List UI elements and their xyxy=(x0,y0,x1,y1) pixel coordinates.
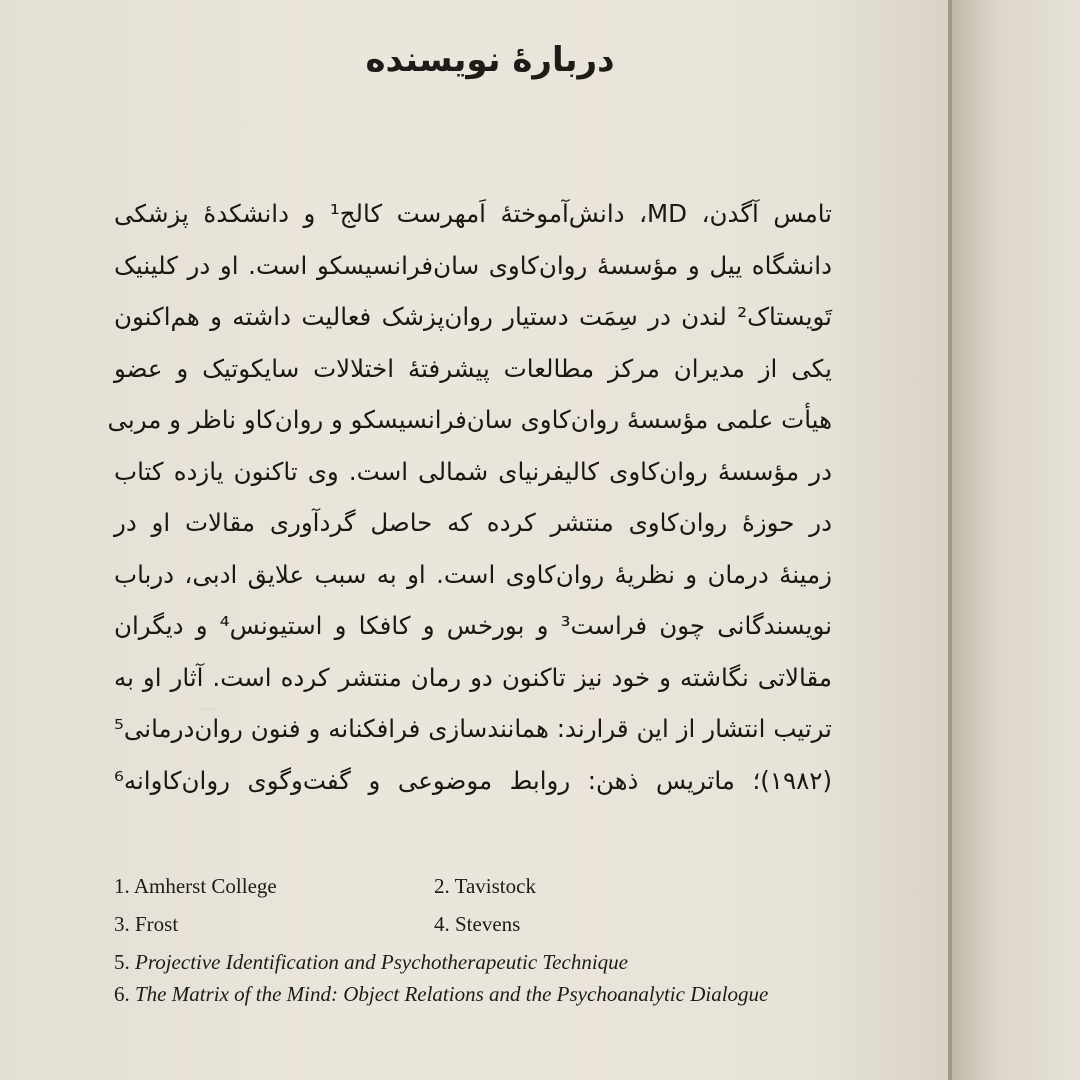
footnote-4: 4. Stevens xyxy=(434,912,521,936)
footnotes xyxy=(114,874,874,1014)
text-line: (۱۹۸۲)؛ ماتریس ذهن: روابط موضوعی و گفت‌وگوی روان‌کاوانه⁶ xyxy=(114,765,832,795)
text-line: مقالاتی نگاشته و خود نیز تاکنون دو رمان منتشر کرده است. آثار او به xyxy=(114,662,832,692)
bleed-through-text: — xyxy=(200,700,216,717)
text-line: نویسندگانی چون فراست³ و بورخس و کافکا و استیونس⁴ و دیگران xyxy=(114,611,833,640)
text-line: زمینهٔ درمان و نظریهٔ روان‌کاوی است. او به سبب علایق ادبی، درباب xyxy=(114,559,832,589)
footnote-1: 1. Amherst College xyxy=(114,874,277,898)
text-line: در مؤسسهٔ روان‌کاوی کالیفرنیای شمالی است. وی تاکنون یازده کتاب xyxy=(114,456,832,486)
footnote-6-number: 6. xyxy=(114,982,130,1006)
footnote-row xyxy=(114,874,874,912)
footnote-6-title: The Matrix of the Mind: Object Relations and the Psychoanalytic Dialogue xyxy=(135,982,769,1006)
text-line: در حوزهٔ روان‌کاوی منتشر کرده که حاصل گردآوری مقالات او در xyxy=(114,508,832,537)
footnote-6 xyxy=(114,982,874,1014)
text-line: تَویستاک² لندن در سِمَت دستیار روان‌پزشک فعالیت داشته و هم‌اکنون xyxy=(114,302,832,331)
text-line: دانشگاه ییل و مؤسسهٔ روان‌کاوی سان‌فرانسیسکو است. او در کلینیک xyxy=(114,250,832,280)
footnote-row xyxy=(114,912,874,950)
page-title: دربارهٔ نویسنده xyxy=(365,40,615,80)
text-line: یکی از مدیران مرکز مطالعات پیشرفتهٔ اختلالات سایکوتیک و عضو xyxy=(114,353,832,383)
adjacent-page xyxy=(952,0,1080,1080)
footnote-5-number: 5. xyxy=(114,950,130,974)
text-line: هیأت علمی مؤسسهٔ روان‌کاوی سان‌فرانسیسکو و روان‌کاو ناظر و مربی xyxy=(107,405,832,434)
author-bio-paragraph xyxy=(107,188,833,806)
footnote-5-title: Projective Identification and Psychotherapeutic Technique xyxy=(135,950,628,974)
text-line: ترتیب انتشار از این قرارند: همانندسازی فرافکنانه و فنون روان‌درمانی⁵ xyxy=(114,714,832,743)
footnote-5 xyxy=(114,950,874,982)
text-line: تامس آگدن، MD، دانش‌آموختهٔ اَمهرست کالج¹ و دانشکدهٔ پزشکی xyxy=(114,199,832,228)
footnote-2: 2. Tavistock xyxy=(434,874,536,898)
footnote-3: 3. Frost xyxy=(114,912,179,936)
